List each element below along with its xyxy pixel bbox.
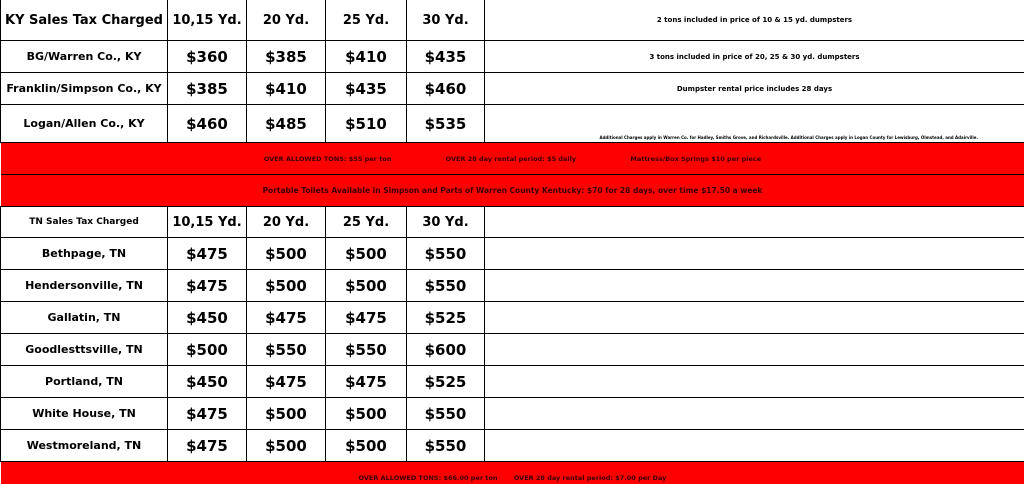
- price-cell: $475: [247, 366, 326, 398]
- tn-surcharge-band: [1, 462, 1024, 484]
- tn-header-row: [1, 207, 1024, 238]
- table-row: [1, 270, 1024, 302]
- size-header: 30 Yd.: [407, 0, 485, 41]
- location-cell: Bethpage, TN: [1, 238, 168, 270]
- location-cell: White House, TN: [1, 398, 168, 430]
- size-header: 20 Yd.: [247, 207, 326, 238]
- price-cell: $550: [407, 270, 485, 302]
- price-cell: $385: [247, 41, 326, 73]
- price-cell: $475: [247, 302, 326, 334]
- size-header: 25 Yd.: [326, 0, 407, 41]
- price-cell: $485: [247, 105, 326, 143]
- price-cell: $360: [168, 41, 247, 73]
- price-cell: $550: [247, 334, 326, 366]
- price-cell: $410: [326, 41, 407, 73]
- size-header: 30 Yd.: [407, 207, 485, 238]
- ky-tax-label: KY Sales Tax Charged: [1, 0, 168, 41]
- price-cell: $460: [168, 105, 247, 143]
- empty-cell: [485, 398, 1024, 430]
- price-cell: $600: [407, 334, 485, 366]
- empty-cell: [485, 430, 1024, 462]
- empty-cell: [485, 207, 1024, 238]
- size-header: 25 Yd.: [326, 207, 407, 238]
- over-tons-text: OVER ALLOWED TONS: $55 per ton: [264, 155, 391, 163]
- tn-tax-label: TN Sales Tax Charged: [1, 207, 168, 238]
- empty-cell: [485, 238, 1024, 270]
- price-cell: $435: [407, 41, 485, 73]
- location-cell: Logan/Allen Co., KY: [1, 105, 168, 143]
- table-row: [1, 430, 1024, 462]
- tn-over-tons-text: OVER ALLOWED TONS: $66.00 per ton: [359, 474, 498, 482]
- location-cell: Goodlesttsville, TN: [1, 334, 168, 366]
- rental-days-note: Dumpster rental price includes 28 days: [485, 73, 1024, 105]
- tonnage-note-small: 2 tons included in price of 10 & 15 yd. dumpsters: [485, 0, 1024, 41]
- price-cell: $510: [326, 105, 407, 143]
- empty-cell: [485, 366, 1024, 398]
- size-header: 10,15 Yd.: [168, 207, 247, 238]
- price-cell: $435: [326, 73, 407, 105]
- location-cell: Franklin/Simpson Co., KY: [1, 73, 168, 105]
- location-cell: Hendersonville, TN: [1, 270, 168, 302]
- price-cell: $385: [168, 73, 247, 105]
- price-cell: $500: [326, 430, 407, 462]
- table-row: [1, 302, 1024, 334]
- price-cell: $500: [247, 270, 326, 302]
- price-cell: $500: [247, 238, 326, 270]
- ky-surcharge-band: [1, 143, 1024, 175]
- table-row: [1, 334, 1024, 366]
- price-cell: $500: [326, 238, 407, 270]
- price-cell: $475: [168, 270, 247, 302]
- price-cell: $410: [247, 73, 326, 105]
- price-cell: $500: [247, 398, 326, 430]
- portable-toilets-text: Portable Toilets Available in Simpson and Parts of Warren County Kentucky: $70 for 28 days, over time $17.50 a week: [1, 175, 1024, 207]
- price-cell: $525: [407, 366, 485, 398]
- price-cell: $550: [407, 430, 485, 462]
- location-cell: Westmoreland, TN: [1, 430, 168, 462]
- price-cell: $460: [407, 73, 485, 105]
- price-cell: $475: [168, 238, 247, 270]
- table-row: [1, 366, 1024, 398]
- table-row: [1, 73, 1024, 105]
- price-cell: $475: [168, 430, 247, 462]
- table-row: [1, 398, 1024, 430]
- price-cell: $550: [407, 398, 485, 430]
- tn-over-days-text: OVER 28 day rental period: $7.00 per Day: [514, 474, 667, 482]
- price-cell: $475: [326, 302, 407, 334]
- price-cell: $525: [407, 302, 485, 334]
- empty-cell: [485, 302, 1024, 334]
- price-cell: $500: [168, 334, 247, 366]
- table-row: [1, 105, 1024, 143]
- price-cell: $535: [407, 105, 485, 143]
- price-cell: $475: [326, 366, 407, 398]
- price-cell: $550: [407, 238, 485, 270]
- empty-cell: [485, 334, 1024, 366]
- tonnage-note-large: 3 tons included in price of 20, 25 & 30 yd. dumpsters: [485, 41, 1024, 73]
- price-cell: $500: [326, 398, 407, 430]
- location-cell: Gallatin, TN: [1, 302, 168, 334]
- over-days-text: OVER 28 day rental period: $5 daily: [446, 155, 576, 163]
- price-cell: $550: [326, 334, 407, 366]
- empty-cell: [485, 270, 1024, 302]
- size-header: 20 Yd.: [247, 0, 326, 41]
- price-cell: $450: [168, 366, 247, 398]
- location-cell: BG/Warren Co., KY: [1, 41, 168, 73]
- additional-charges-note: Additional Charges apply in Warren Co. for Hadley, Smiths Grove, and Richardsville. Additional Charges apply in Logan County for Lewisburg, Olmstead, and Adairville.: [485, 105, 1024, 143]
- portable-toilets-band: [1, 175, 1024, 207]
- table-row: [1, 41, 1024, 73]
- location-cell: Portland, TN: [1, 366, 168, 398]
- table-row: [1, 238, 1024, 270]
- price-cell: $500: [247, 430, 326, 462]
- price-cell: $450: [168, 302, 247, 334]
- price-cell: $500: [326, 270, 407, 302]
- price-cell: $475: [168, 398, 247, 430]
- ky-header-row: [1, 0, 1024, 41]
- mattress-text: Mattress/Box Springs $10 per piece: [630, 155, 761, 163]
- size-header: 10,15 Yd.: [168, 0, 247, 41]
